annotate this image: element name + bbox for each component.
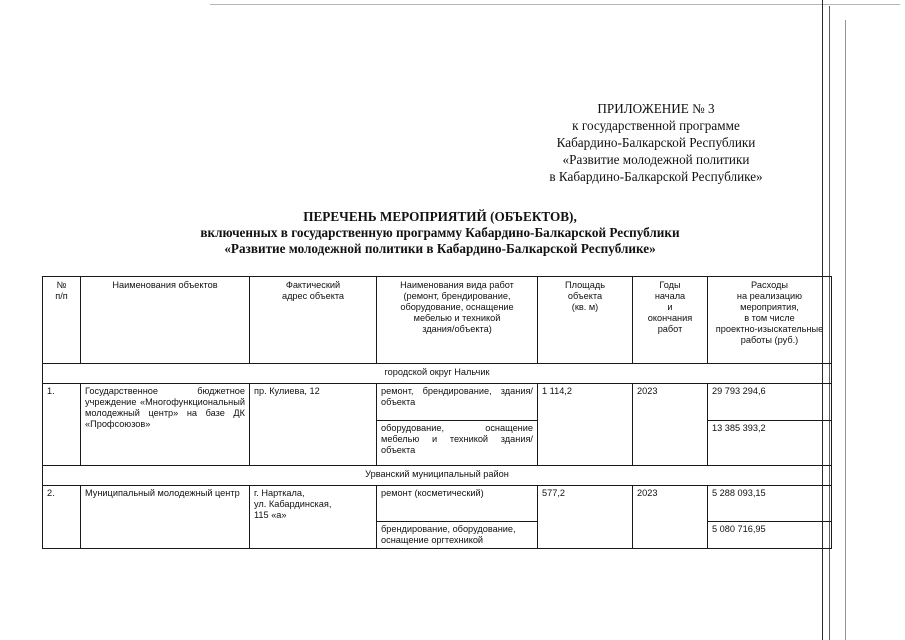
work-type: ремонт, брендирование, здания/объекта bbox=[377, 384, 538, 421]
section-row-nalchik bbox=[43, 364, 832, 384]
table-row bbox=[43, 384, 832, 421]
expense-value: 29 793 294,6 bbox=[708, 384, 832, 421]
header-years: Годы начала и окончания работ bbox=[633, 277, 708, 364]
expense-value: 13 385 393,2 bbox=[708, 421, 832, 466]
appendix-line-4: «Развитие молодежной политики bbox=[562, 152, 750, 167]
appendix-title: ПРИЛОЖЕНИЕ № 3 bbox=[597, 101, 715, 116]
object-address: пр. Кулиева, 12 bbox=[250, 384, 377, 466]
section-row-urvan bbox=[43, 466, 832, 486]
work-type: брендирование, оборудование, оснащение оргтехникой bbox=[377, 522, 538, 549]
row-num: 2. bbox=[43, 486, 81, 549]
title-line-1: ПЕРЕЧЕНЬ МЕРОПРИЯТИЙ (ОБЪЕКТОВ), bbox=[303, 209, 577, 224]
expense-value: 5 288 093,15 bbox=[708, 486, 832, 522]
table-header-row bbox=[43, 277, 832, 364]
work-years: 2023 bbox=[633, 486, 708, 549]
header-expenses: Расходы на реализацию мероприятия, в том числе проектно-изыскательные работы (руб.) bbox=[708, 277, 832, 364]
title-line-2: включенных в государственную программу Кабардино-Балкарской Республики bbox=[200, 225, 680, 240]
appendix-line-5: в Кабардино-Балкарской Республике» bbox=[549, 169, 763, 184]
scan-line-top bbox=[210, 4, 900, 5]
appendix-line-2: к государственной программе bbox=[572, 118, 740, 133]
expense-value: 5 080 716,95 bbox=[708, 522, 832, 549]
title-line-3: «Развитие молодежной политики в Кабардино-Балкарской Республике» bbox=[224, 241, 656, 256]
header-work-type: Наименования вида работ (ремонт, брендирование, оборудование, оснащение мебелью и техникой здания/объекта) bbox=[377, 277, 538, 364]
object-area: 1 114,2 bbox=[538, 384, 633, 466]
header-num: № п/п bbox=[43, 277, 81, 364]
document-title bbox=[120, 209, 760, 257]
object-address: г. Нарткала, ул. Кабардинская, 115 «а» bbox=[250, 486, 377, 549]
events-table bbox=[42, 276, 832, 549]
header-object-name: Наименования объектов bbox=[81, 277, 250, 364]
work-type: ремонт (косметический) bbox=[377, 486, 538, 522]
work-years: 2023 bbox=[633, 384, 708, 466]
appendix-block bbox=[500, 100, 812, 185]
header-address: Фактический адрес объекта bbox=[250, 277, 377, 364]
work-type: оборудование, оснащение мебелью и техникой здания/объекта bbox=[377, 421, 538, 466]
header-area: Площадь объекта (кв. м) bbox=[538, 277, 633, 364]
scan-line-right-3 bbox=[845, 20, 846, 640]
object-area: 577,2 bbox=[538, 486, 633, 549]
object-name: Муниципальный молодежный центр bbox=[81, 486, 250, 549]
row-num: 1. bbox=[43, 384, 81, 466]
appendix-line-3: Кабардино-Балкарской Республики bbox=[556, 135, 756, 150]
section-title: Урванский муниципальный район bbox=[43, 466, 832, 486]
table-row bbox=[43, 486, 832, 522]
object-name: Государственное бюджетное учреждение «Многофункциональный молодежный центр» на базе ДК «Профсоюзов» bbox=[81, 384, 250, 466]
section-title: городской округ Нальчик bbox=[43, 364, 832, 384]
